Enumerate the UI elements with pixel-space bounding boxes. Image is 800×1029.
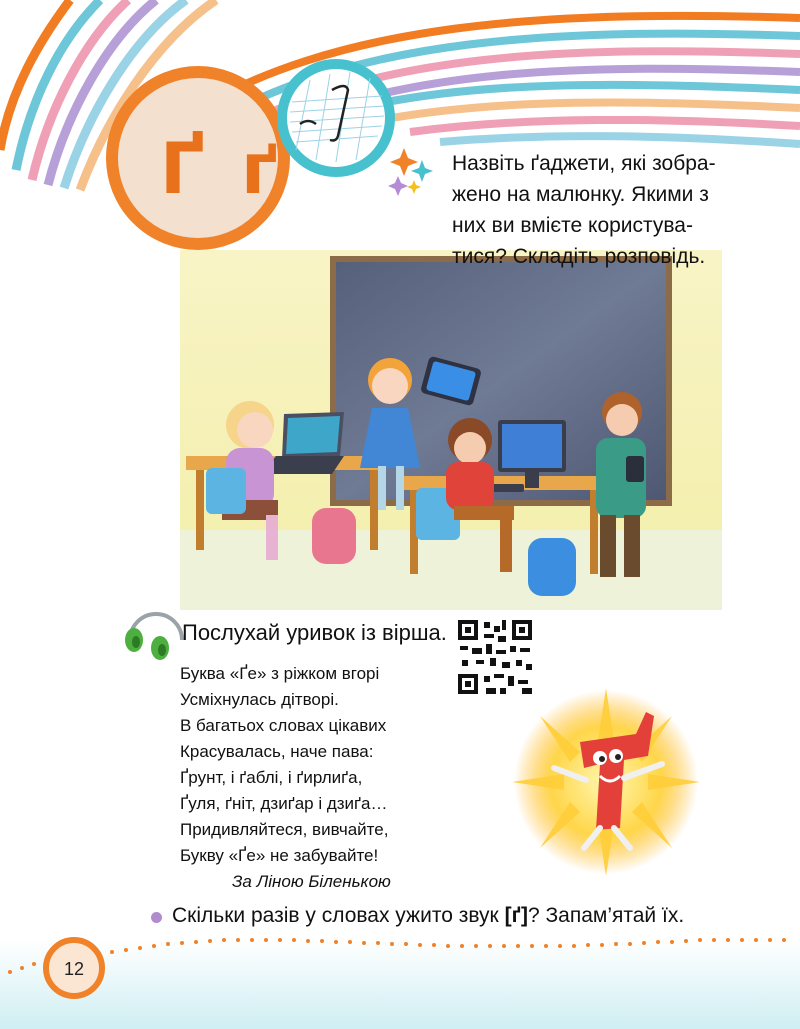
poem-line: В багатьох словах цікавих [180,716,387,735]
poem-line: Буква «Ґе» з ріжком вгорі [180,664,380,683]
bullet-icon [151,912,162,923]
question [172,904,684,928]
poem-line: Красувалась, наче пава: [180,742,374,761]
poem [180,661,391,895]
task-line: жено на малюнку. Якими з [452,183,709,206]
classroom-illustration [180,250,722,610]
question-text-end: ? Запам’ятай їх. [527,904,685,927]
letter-mascot-icon [512,688,700,876]
cursive-circle [282,64,390,172]
task-line: Назвіть ґаджети, які зобра- [452,152,716,175]
poem-line: Усміхнулась дітворі. [180,690,339,709]
task-line: тися? Складіть розповідь. [452,245,706,268]
poem-line: Букву «Ґе» не забувайте! [180,846,379,865]
qr-code-icon [458,620,532,694]
poem-line: Ґрунт, і ґаблі, і ґирлиґа, [180,768,363,787]
poem-line: Ґуля, ґніт, дзиґар і дзиґа… [180,794,388,813]
poem-line: Придивляйтеся, вивчайте, [180,820,389,839]
letter-heading: Ґ ґ [160,128,284,210]
listen-instruction: Послухай уривок із вірша. [182,620,447,645]
sound-symbol: [ґ] [504,904,528,927]
headphones-icon [125,614,182,660]
task-line: них ви вмієте користува- [452,214,693,237]
poem-author: За Ліною Біленькою [232,872,391,891]
task-instructions [452,148,780,272]
question-text: Скільки разів у словах ужито звук [172,904,505,927]
sparkle-stars-icon [388,148,433,196]
page-number: 12 [63,958,85,979]
